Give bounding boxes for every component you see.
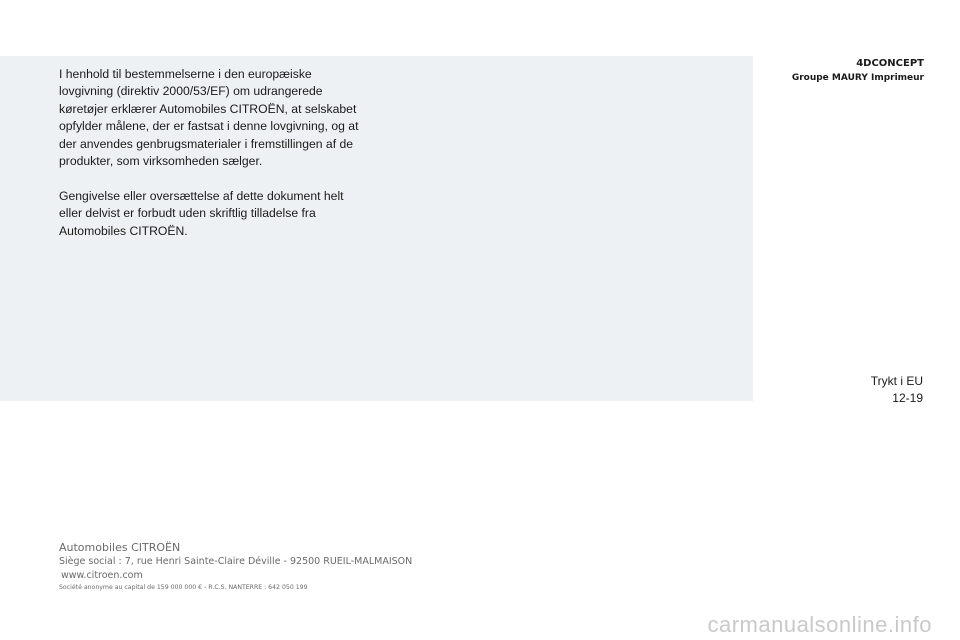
legal-paragraph-recycling: I henhold til bestemmelserne i den europæiske lovgivning (direktiv 2000/53/EF) om udrangerede køretøjer erklærer Automobiles CITROËN, at selskabet opfylder målene, der er fastsat i denne lovgivning, og at der anvendes genbrugsmaterialer i fremstillingen af de produkter, som virksomheden sælger.: [59, 67, 359, 169]
print-details: [871, 373, 923, 407]
company-website-link[interactable]: www.citroen.com: [61, 570, 143, 581]
company-address: Siège social : 7, rue Henri Sainte-Claire Déville - 92500 RUEIL-MALMAISON: [59, 556, 413, 567]
print-origin: Trykt i EU: [870, 374, 923, 388]
watermark: carmanualsonline.info: [707, 612, 932, 637]
company-capital: Société anonyme au capital de 159 000 000 € - R.C.S. NANTERRE : 642 050 199: [59, 584, 308, 591]
printer-name: 4DCONCEPT: [856, 58, 924, 69]
print-code: 12-19: [892, 391, 923, 405]
printer-group: Groupe MAURY Imprimeur: [791, 73, 924, 83]
company-info: [59, 540, 412, 593]
legal-notice: [59, 66, 359, 257]
legal-paragraph-copyright: Gengivelse eller oversættelse af dette dokument helt eller delvist er forbudt uden skriftlig tilladelse fra Automobiles CITROËN.: [59, 188, 344, 238]
company-name: Automobiles CITROËN: [59, 541, 181, 554]
printer-info: [792, 57, 924, 86]
